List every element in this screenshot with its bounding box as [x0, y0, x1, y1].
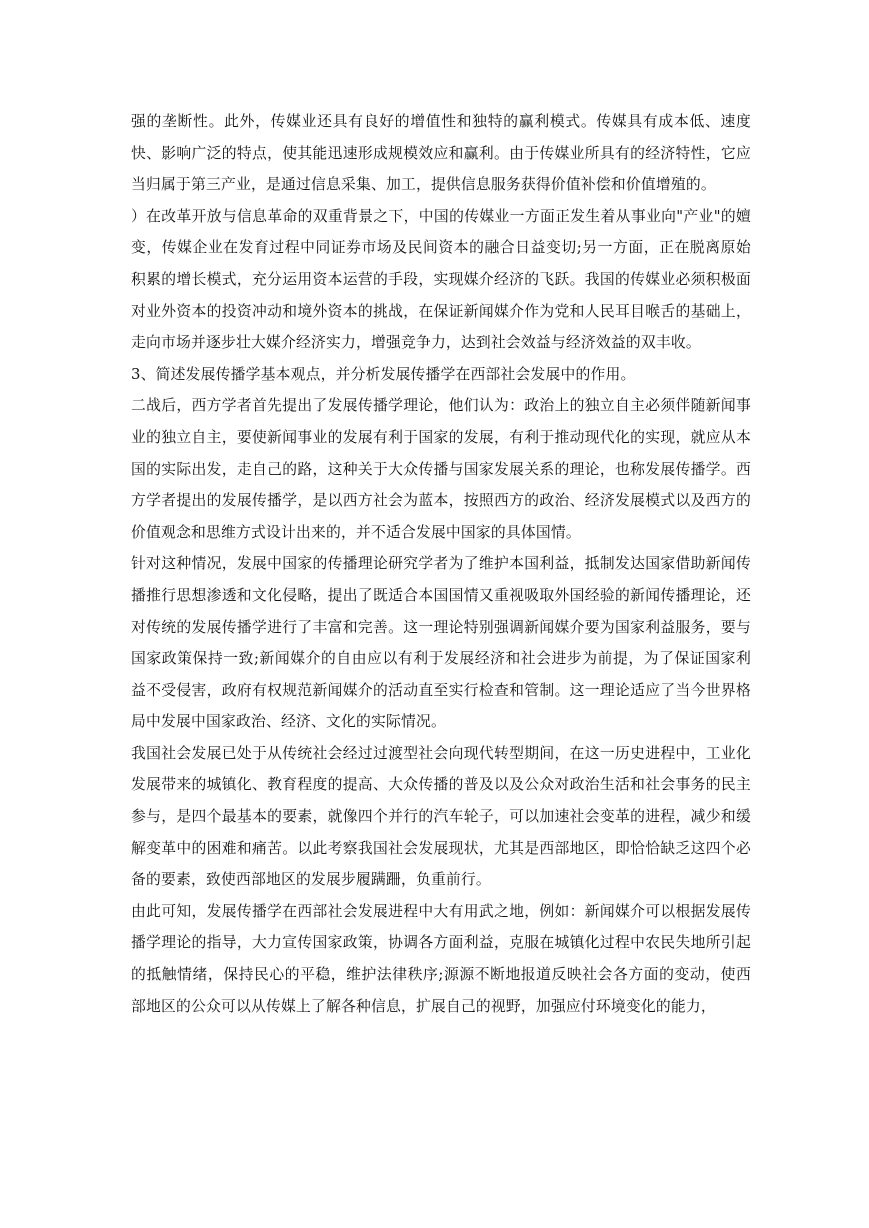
paragraph-western-region-role: 由此可知，发展传播学在西部社会发展进程中大有用武之地，例如：新闻媒介可以根据发展传播学理论的指导，大力宣传国家政策，协调各方面利益，克服在城镇化过程中农民失地所引起的抵触情绪，保持民心的平稳，维护法律秩序;源源不断地报道反映社会各方面的变动，使西部地区的公众可以从传媒上了解各种信息，扩展自己的视野，加强应付环境变化的能力，: [131, 902, 751, 1015]
paragraph-developing-countries-theory: 针对这种情况，发展中国家的传播理论研究学者为了维护本国利益，抵制发达国家借助新闻传播推行思想渗透和文化侵略，提出了既适合本国国情又重视吸取外国经验的新闻传播理论，还对传统的发展传播学进行了丰富和完善。这一理论特别强调新闻媒介要为国家利益服务，要与国家政策保持一致;新闻媒介的自由应以有利于发展经济和社会进步为前提，为了保证国家利益不受侵害，政府有权规范新闻媒介的活动直至实行检查和管制。这一理论适应了当今世界格局中发展中国家政治、经济、文化的实际情况。: [131, 555, 751, 731]
paragraph-social-transition: 我国社会发展已处于从传统社会经过过渡型社会向现代转型期间，在这一历史进程中，工业化发展带来的城镇化、教育程度的提高、大众传播的普及以及公众对政治生活和社会事务的民主参与，是四个最基本的要素，就像四个并行的汽车轮子，可以加速社会变革的进程，减少和缓解变革中的困难和痛苦。以此考察我国社会发展现状，尤其是西部地区，即恰恰缺乏这四个必备的要素，致使西部地区的发展步履蹒跚，负重前行。: [131, 744, 751, 889]
paragraph-media-industry-reform: ）在改革开放与信息革命的双重背景之下，中国的传媒业一方面正发生着从事业向"产业"的嬗变，传媒企业在发育过程中同证券市场及民间资本的融合日益变切;另一方面，正在脱离原始积累的增长模式，充分运用资本运营的手段，实现媒介经济的飞跃。我国的传媒业必须积极面对业外资本的投资冲动和境外资本的挑战，在保证新闻媒介作为党和人民耳目喉舌的基础上，走向市场并逐步壮大媒介经济实力，增强竞争力，达到社会效益与经济效益的双丰收。: [131, 207, 751, 352]
question-heading: 3、简述发展传播学基本观点，并分析发展传播学在西部社会发展中的作用。: [131, 365, 636, 383]
paragraph-development-communication-origin: 二战后，西方学者首先提出了发展传播学理论，他们认为：政治上的独立自主必须伴随新闻事业的独立自主，要使新闻事业的发展有利于国家的发展，有利于推动现代化的实现，就应从本国的实际出发，走自己的路，这种关于大众传播与国家发展关系的理论，也称发展传播学。西方学者提出的发展传播学，是以西方社会为蓝本，按照西方的政治、经济发展模式以及西方的价值观念和思维方式设计出来的，并不适合发展中国家的具体国情。: [131, 397, 751, 541]
document-body: [131, 106, 751, 1022]
paragraph-media-monopoly: 强的垄断性。此外，传媒业还具有良好的增值性和独特的赢利模式。传媒具有成本低、速度快、影响广泛的特点，使其能迅速形成规模效应和赢利。由于传媒业所具有的经济特性，它应当归属于第三产业，是通过信息采集、加工，提供信息服务获得价值补偿和价值增殖的。: [131, 113, 751, 194]
